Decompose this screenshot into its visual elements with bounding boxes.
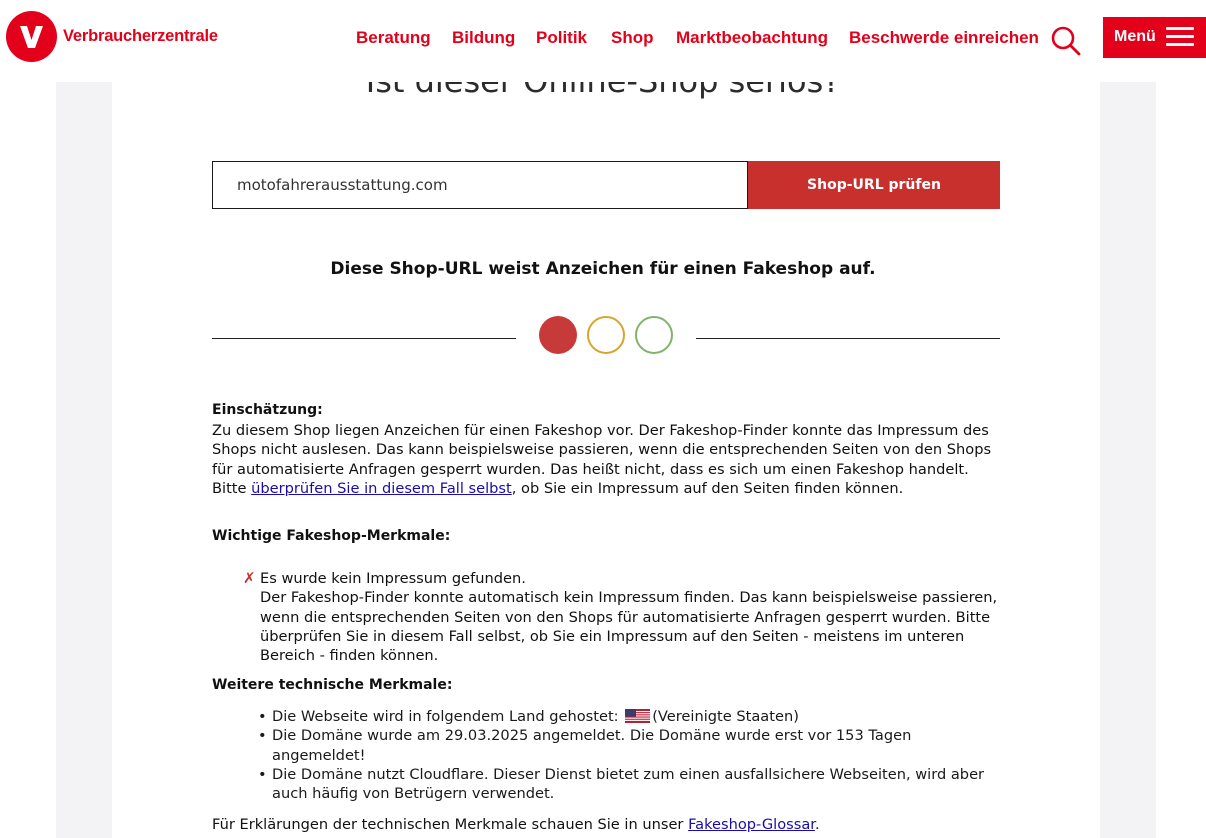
traffic-light-yellow xyxy=(587,316,625,354)
cross-icon: ✗ xyxy=(243,569,256,587)
nav-marktbeobachtung[interactable]: Marktbeobachtung xyxy=(676,28,829,47)
logo-v-icon xyxy=(6,11,57,62)
tech-item-domain-date: • Die Domäne wurde am 29.03.2025 angemeldet. Die Domäne wurde erst vor 153 Tagen angemeldet! xyxy=(258,726,1003,765)
technical-list xyxy=(258,707,1003,803)
glossary-link[interactable]: Fakeshop-Glossar xyxy=(688,816,815,833)
menu-button[interactable] xyxy=(1103,17,1206,58)
nav-bildung[interactable]: Bildung xyxy=(452,28,516,47)
self-check-link[interactable]: überprüfen Sie in diesem Fall selbst xyxy=(251,480,512,497)
right-gutter xyxy=(1100,82,1156,838)
shop-url-input[interactable]: motofahrerausstattung.com xyxy=(212,161,748,209)
left-gutter xyxy=(56,82,112,838)
assessment-heading: Einschätzung: xyxy=(212,402,323,418)
divider-left xyxy=(212,338,516,339)
nav-beratung[interactable]: Beratung xyxy=(356,28,431,47)
us-flag-icon xyxy=(625,709,650,723)
glossary-note: Für Erklärungen der technischen Merkmale schauen Sie in unser Fakeshop-Glossar. xyxy=(212,816,820,833)
brand-name[interactable]: Verbraucherzentrale xyxy=(63,27,218,45)
check-url-button[interactable]: Shop-URL prüfen xyxy=(748,161,1000,209)
menu-label: Menü xyxy=(1114,28,1156,45)
assessment-section xyxy=(212,401,1002,499)
hamburger-icon xyxy=(1166,27,1194,47)
important-features-heading: Wichtige Fakeshop-Merkmale: xyxy=(212,528,451,544)
nav-beschwerde-einreichen[interactable]: Beschwerde einreichen xyxy=(849,28,1039,47)
tech-item-cloudflare: • Die Domäne nutzt Cloudflare. Dieser Dienst bietet zum einen ausfallsichere Webseiten, wird aber auch häufig von Betrügern verwendet. xyxy=(258,765,1003,804)
nav-politik[interactable]: Politik xyxy=(536,28,588,47)
traffic-light-green xyxy=(635,316,673,354)
technical-heading: Weitere technische Merkmale: xyxy=(212,677,453,693)
divider-right xyxy=(696,338,1000,339)
feature-title: Es wurde kein Impressum gefunden. xyxy=(260,570,526,587)
assessment-text: Zu diesem Shop liegen Anzeichen für einen Fakeshop vor. Der Fakeshop-Finder konnte das Impressum des Shops nicht auslesen. Das kann beispielsweise passieren, wenn die entsprechenden Seiten von den Shops für automatisierte Anfragen gesperrt wurden. Das heißt nicht, dass es sich um einen Fakeshop handelt. Bitte überprüfen Sie in diesem Fall selbst, ob Sie ein Impressum auf den Seiten finden können. xyxy=(212,421,992,497)
site-header xyxy=(0,0,1206,82)
traffic-light-red xyxy=(539,316,577,354)
nav-shop[interactable]: Shop xyxy=(611,28,654,47)
feature-detail: Der Fakeshop-Finder konnte automatisch kein Impressum finden. Das kann beispielsweise passieren, wenn die entsprechenden Seiten von den Shops für automatisierte Anfragen gesperrt wurden. Bitte überprüfen Sie in diesem Fall selbst, ob Sie ein Impressum auf den Seiten - meistens im unteren Bereich - finden können. xyxy=(260,589,998,665)
brand-logo[interactable] xyxy=(6,11,57,62)
verdict-text: Diese Shop-URL weist Anzeichen für einen Fakeshop auf. xyxy=(330,259,876,279)
tech-item-hosting: • Die Webseite wird in folgendem Land gehostet: (Vereinigte Staaten) xyxy=(258,707,1003,726)
search-icon[interactable] xyxy=(1050,25,1082,57)
